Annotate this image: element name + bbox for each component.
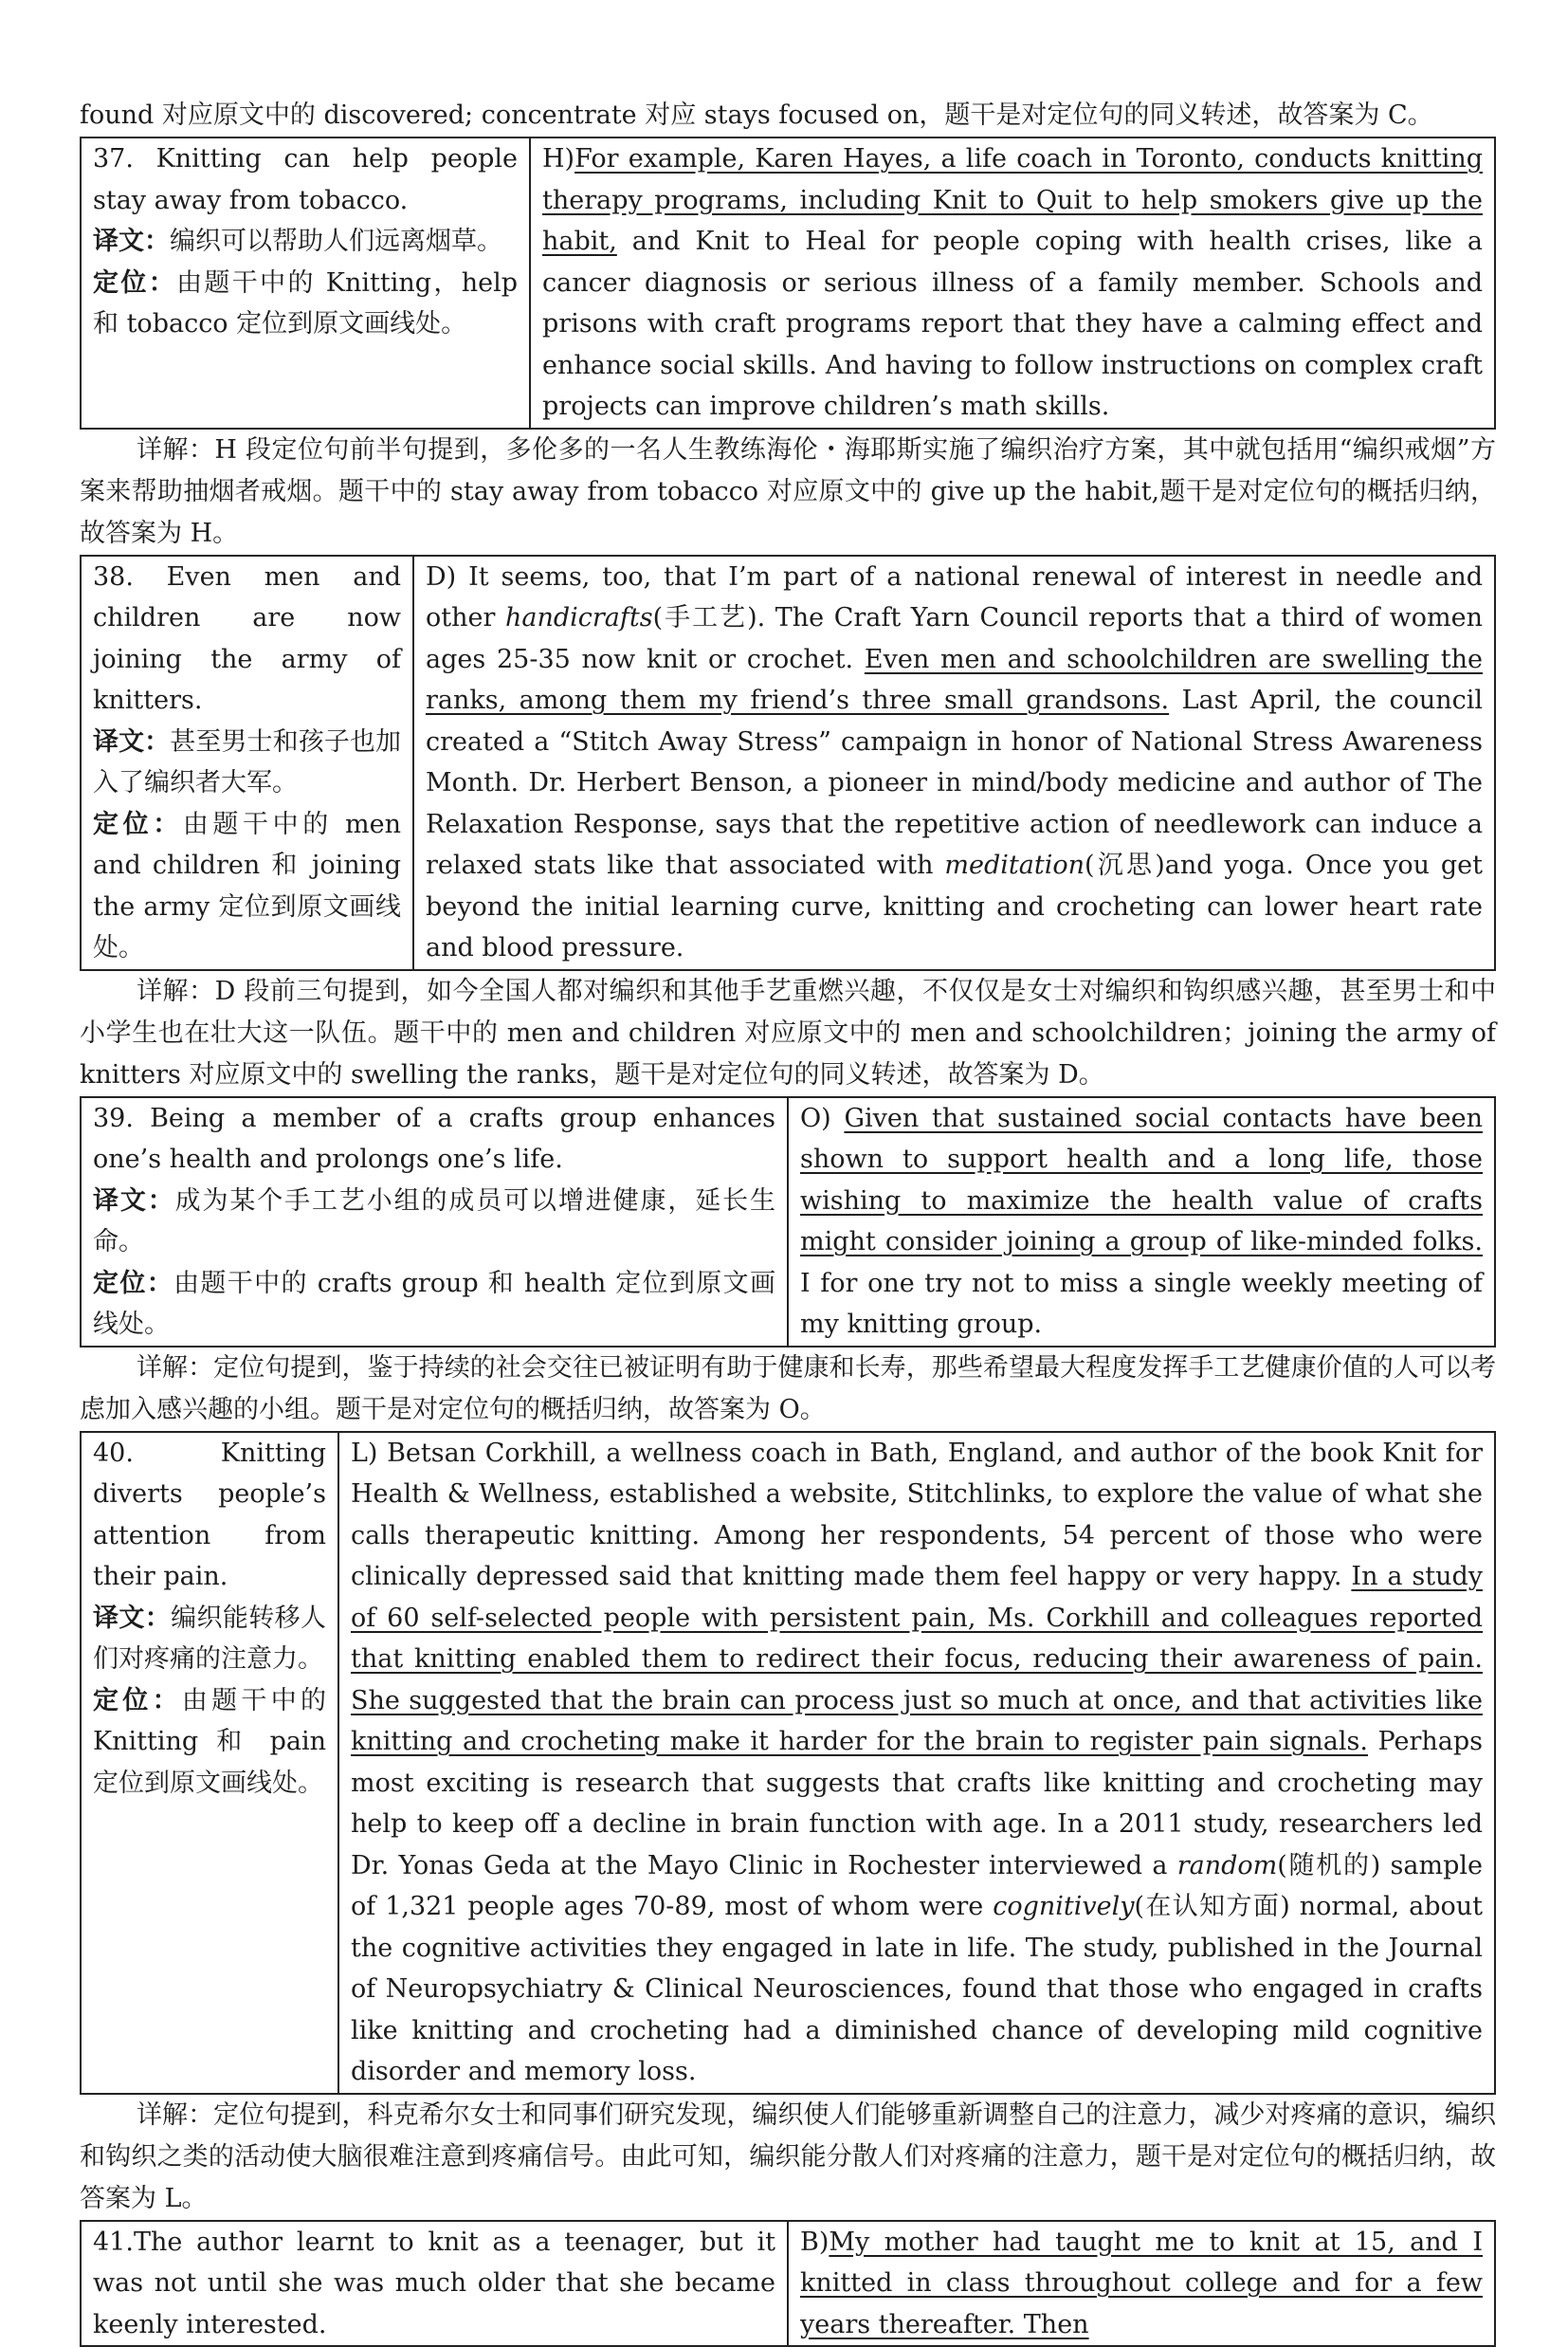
passage-cell: [788, 2221, 1495, 2347]
passage-text: H): [542, 144, 574, 174]
question-table-40: [80, 1431, 1496, 2095]
passage-text: (在认知方面) normal, about the cognitive activities they engaged in late in life. The study, published in the Journal of Neuropsychiatry & Clinical Neurosciences, found that those who engaged in crafts like knitting and crocheting had a diminished chance of developing mild cognitive disorder and memory loss.: [351, 1892, 1483, 2086]
question-cell: [81, 2221, 788, 2347]
question-text: 37. Knitting can help people stay away from tobacco.: [93, 138, 518, 221]
question-cell: [81, 138, 530, 429]
translation-text: 成为某个手工艺小组的成员可以增进健康，延长生命。: [93, 1186, 775, 1257]
explanation-40: 详解：定位句提到，科克希尔女士和同事们研究发现，编织使人们能够重新调整自己的注意力，减少对疼痛的意识，编织和钩织之类的活动使大脑很难注意到疼痛信号。由此可知，编织能分散人们对疼痛的注意力，题干是对定位句的概括归纳，故答案为 L。: [80, 2095, 1496, 2220]
translation-line: [93, 1181, 775, 1263]
explanation-38: 详解：D 段前三句提到，如今全国人都对编织和其他手艺重燃兴趣，不仅仅是女士对编织和钩织感兴趣，甚至男士和中小学生也在壮大这一队伍。题干中的 men and children 对应原文中的 men and schoolchildren；joining the army of knitters 对应原文中的 swelling the ranks，题干是对定位句的同义转述，故答案为 D。: [80, 971, 1496, 1096]
translation-line: [93, 1598, 326, 1680]
translation-text: 甚至男士和孩子也加入了编织者大军。: [93, 727, 401, 798]
passage-text: (沉思)and yoga. Once you get beyond the initial learning curve, knitting and crocheting can lower heart rate and blood pressure.: [426, 851, 1483, 963]
question-text: 40. Knitting diverts people’s attention from their pain.: [93, 1433, 326, 1598]
location-text: 由题干中的 Knitting 和 pain 定位到原文画线处。: [93, 1686, 326, 1798]
translation-label: 译文：: [93, 1186, 175, 1216]
passage-text: (随机的) sample of 1,321 people ages 70-89, most of whom were: [351, 1851, 1483, 1922]
passage-text: (手工艺). The Craft Yarn Council reports that a third of women ages 25-35 now knit or crochet.: [426, 603, 1483, 674]
passage-text: I for one try not to miss a single weekly meeting of my knitting group.: [800, 1269, 1483, 1340]
question-text: 41.The author learnt to knit as a teenager, but it was not until she was much older that she became keenly interested.: [93, 2222, 775, 2346]
question-text: 38. Even men and children are now joining the army of knitters.: [93, 557, 401, 722]
question-cell: [81, 1432, 338, 2094]
location-line: [93, 1680, 326, 1805]
passage-text: Perhaps most exciting is research that suggests that crafts like knitting and crocheting may help to keep off a decline in brain function with age. In a 2011 study, researchers led Dr. Yonas Geda at the Mayo Clinic in Rochester interviewed a: [351, 1727, 1483, 1880]
question-table-39: [80, 1096, 1496, 1348]
passage-cell: [338, 1432, 1495, 2094]
passage-text: D) It seems, too, that I’m part of a national renewal of interest in needle and other: [426, 562, 1483, 633]
location-text: 由题干中的 Knitting，help 和 tobacco 定位到原文画线处。: [93, 268, 518, 339]
underlined-passage: For example, Karen Hayes, a life coach in Toronto, conducts knitting therapy programs, including Knit to Quit to help smokers give up the habit,: [542, 144, 1483, 256]
question-table-41: [80, 2220, 1496, 2347]
location-line: [93, 1263, 775, 1346]
translation-label: 译文：: [93, 727, 170, 757]
document-page: [80, 95, 1496, 2347]
location-text: 由题干中的 men and children 和 joining the army 定位到原文画线处。: [93, 810, 401, 963]
question-table-37: [80, 137, 1496, 430]
location-label: 定位：: [93, 810, 183, 839]
translation-line: [93, 221, 518, 263]
italic-term: cognitively: [993, 1892, 1134, 1921]
location-line: [93, 263, 518, 345]
question-text: 39. Being a member of a crafts group enhances one’s health and prolongs one’s life.: [93, 1098, 775, 1181]
translation-label: 译文：: [93, 1604, 171, 1633]
translation-label: 译文：: [93, 227, 170, 256]
translation-text: 编织可以帮助人们远离烟草。: [170, 227, 502, 256]
underlined-passage: In a study of 60 self-selected people with persistent pain, Ms. Corkhill and colleagues reported that knitting enabled them to redirect their focus, reducing their awareness of pain. She suggested that the brain can process just so much at once, and that activities like knitting and crocheting make it harder for the brain to register pain signals.: [351, 1562, 1483, 1756]
passage-text: O): [800, 1104, 844, 1133]
underlined-passage: My mother had taught me to knit at 15, and I knitted in class throughout college and for a few years thereafter. Then: [800, 2228, 1483, 2339]
italic-term: handicrafts: [505, 603, 653, 633]
intro-explanation: found 对应原文中的 discovered; concentrate 对应 stays focused on，题干是对定位句的同义转述，故答案为 C。: [80, 95, 1496, 137]
passage-text: Last April, the council created a “Stitch Away Stress” campaign in honor of National Stress Awareness Month. Dr. Herbert Benson, a pioneer in mind/body medicine and author of The Relaxation Response, says that the repetitive action of needlework can induce a relaxed stats like that associated with: [426, 686, 1483, 880]
question-table-38: [80, 555, 1496, 971]
translation-line: [93, 722, 401, 804]
location-label: 定位：: [93, 268, 176, 298]
passage-cell: [530, 138, 1495, 429]
explanation-39: 详解：定位句提到，鉴于持续的社会交往已被证明有助于健康和长寿，那些希望最大程度发挥手工艺健康价值的人可以考虑加入感兴趣的小组。题干是对定位句的概括归纳，故答案为 O。: [80, 1348, 1496, 1431]
location-line: [93, 804, 401, 969]
location-label: 定位：: [93, 1686, 182, 1715]
question-cell: [81, 556, 413, 970]
italic-term: random: [1177, 1851, 1278, 1880]
explanation-37: 详解：H 段定位句前半句提到，多伦多的一名人生教练海伦・海耶斯实施了编织治疗方案，其中就包括用“编织戒烟”方案来帮助抽烟者戒烟。题干中的 stay away from tobacco 对应原文中的 give up the habit,题干是对定位句的概括归纳，故答案为 H。: [80, 430, 1496, 555]
passage-cell: [413, 556, 1495, 970]
passage-text: B): [800, 2228, 829, 2257]
question-cell: [81, 1097, 788, 1347]
location-text: 由题干中的 crafts group 和 health 定位到原文画线处。: [93, 1269, 775, 1340]
passage-cell: [788, 1097, 1495, 1347]
underlined-passage: Even men and schoolchildren are swelling the ranks, among them my friend’s three small grandsons.: [426, 645, 1483, 716]
passage-text: and Knit to Heal for people coping with health crises, like a cancer diagnosis or serious illness of a family member. Schools and prisons with craft programs report that they have a calming effect and enhance social skills. And having to follow instructions on complex craft projects can improve children’s math skills.: [542, 227, 1483, 421]
italic-term: meditation: [944, 851, 1085, 880]
underlined-passage: Given that sustained social contacts have been shown to support health and a long life, those wishing to maximize the health value of crafts might consider joining a group of like-minded folks.: [800, 1104, 1483, 1257]
translation-text: 编织能转移人们对疼痛的注意力。: [93, 1604, 326, 1675]
passage-text: L) Betsan Corkhill, a wellness coach in Bath, England, and author of the book Knit for Health & Wellness, established a website, Stitchlinks, to explore the value of what she calls therapeutic knitting. Among her respondents, 54 percent of those who were clinically depressed said that knitting made them feel happy or very happy.: [351, 1439, 1483, 1592]
location-label: 定位：: [93, 1269, 173, 1298]
